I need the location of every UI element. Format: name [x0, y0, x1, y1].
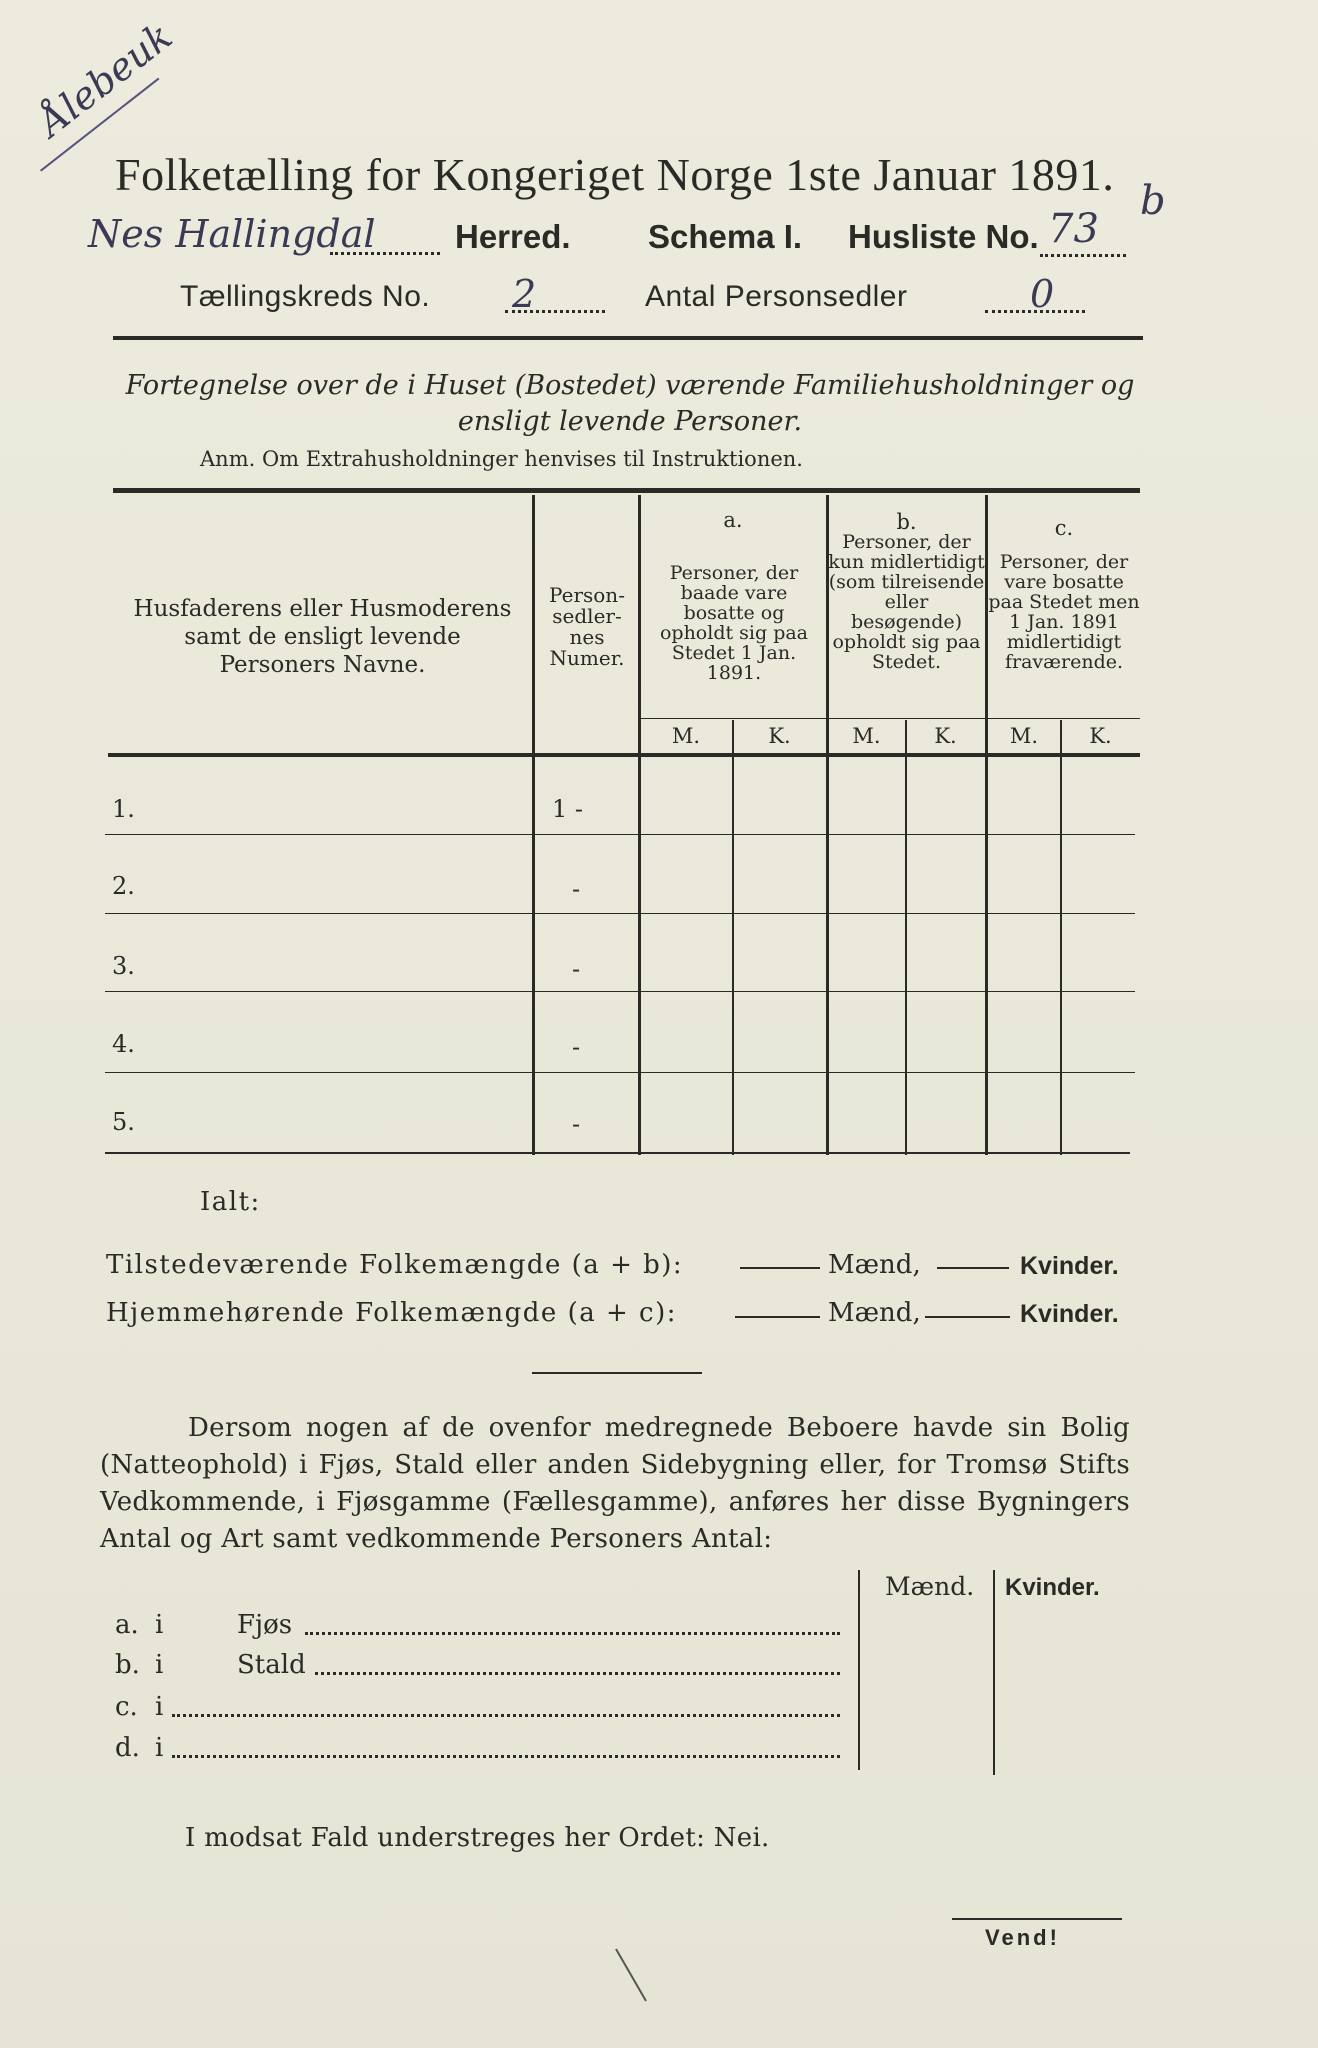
- building-dotline: [172, 1755, 840, 1758]
- sum-tilstede-kvinder: Kvinder.: [1020, 1252, 1119, 1280]
- header-c-m: M.: [1009, 724, 1039, 748]
- building-dotline: [172, 1714, 840, 1717]
- table-bottom-rule: [105, 1152, 1130, 1154]
- building-letter: b.: [115, 1650, 140, 1680]
- header-b: Personer, der kun midlertidigt (som tilreisende eller besøgende) opholdt sig paa Stedet.: [828, 531, 985, 673]
- header-a: Personer, der baade vare bosatte og opholdt sig paa Stedet 1 Jan. 1891.: [659, 562, 809, 684]
- sum-hjemme-kvinder: Kvinder.: [1020, 1300, 1119, 1328]
- sum-tilstede-maend: Mænd,: [828, 1250, 921, 1280]
- herred-name: Nes Hallingdal: [88, 212, 376, 256]
- col-divider-numer: [638, 495, 641, 1155]
- buildings-paragraph: Dersom nogen af de ovenfor medregnede Beboere havde sin Bolig (Natteophold) i Fjøs, Stald eller anden Sidebygning eller, for Tromsø Stifts Vedkommende, i Fjøsgamme (Fællesgamme), anføres her disse Bygningers Antal og Art samt vedkommende Personers Antal:: [100, 1413, 1130, 1554]
- col-divider-a-mk: [732, 720, 734, 1155]
- building-letter: c.: [115, 1692, 138, 1722]
- vend-label: Vend!: [985, 1925, 1060, 1950]
- row-number: 1.: [112, 795, 135, 823]
- building-name: Fjøs: [237, 1610, 293, 1640]
- header-names: Husfaderens eller Husmoderens samt de ensligt levende Personers Navne.: [133, 596, 512, 678]
- sum-hjemme-label: Hjemmehørende Folkemængde (a + c):: [106, 1298, 677, 1328]
- form-title: Folketælling for Kongeriget Norge 1ste Januar 1891.: [115, 149, 1115, 200]
- anm-note: Anm. Om Extrahusholdninger henvises til Instruktionen.: [200, 447, 803, 471]
- row-numer: -: [572, 1110, 581, 1138]
- sum-tilstede-kvinder-line: [937, 1267, 1009, 1269]
- building-dotline: [305, 1632, 840, 1635]
- mk-rule: [640, 718, 1140, 719]
- row-line: [105, 1072, 1135, 1073]
- row-number: 2.: [112, 872, 135, 900]
- vend-rule: [952, 1918, 1122, 1920]
- building-i: i: [155, 1650, 164, 1680]
- sum-tilstede-label: Tilstedeværende Folkemængde (a + b):: [106, 1250, 684, 1280]
- top-rule: [113, 336, 1143, 340]
- herred-label: Herred.: [455, 218, 571, 255]
- bld-maend-header: Mænd.: [885, 1572, 975, 1601]
- building-i: i: [155, 1733, 164, 1763]
- col-divider-names: [532, 495, 535, 1155]
- row-line: [105, 991, 1135, 992]
- sum-hjemme-maend-line: [735, 1316, 820, 1318]
- building-i: i: [155, 1610, 164, 1640]
- sum-tilstede-maend-line: [740, 1267, 820, 1269]
- bld-divider-left: [858, 1570, 860, 1770]
- building-dotline: [315, 1672, 840, 1675]
- col-divider-b-mk: [905, 720, 907, 1155]
- building-i: i: [155, 1692, 164, 1722]
- row-line: [105, 913, 1135, 914]
- herred-dotline: [330, 252, 440, 255]
- personsedler-dotline: [985, 310, 1085, 313]
- header-a-m: M.: [671, 724, 701, 748]
- modsat-note: I modsat Fald understreges her Ordet: Nei.: [185, 1823, 770, 1853]
- personsedler-label: Antal Personsedler: [645, 280, 908, 313]
- taellingskreds-number: 2: [512, 272, 537, 316]
- bld-kvinder-header: Kvinder.: [1005, 1574, 1100, 1601]
- intro-text: Fortegnelse over de i Huset (Bostedet) værende Familiehusholdninger og ensligt levende Personer.: [125, 370, 1135, 437]
- husliste-label: Husliste No.: [848, 218, 1039, 255]
- schema-label: Schema I.: [648, 218, 803, 255]
- sum-hjemme-maend: Mænd,: [828, 1298, 921, 1328]
- row-numer: -: [572, 1033, 581, 1061]
- taellingskreds-dotline: [505, 310, 605, 313]
- row-number: 3.: [112, 952, 135, 980]
- sum-hjemme-kvinder-line: [925, 1316, 1010, 1318]
- header-b-k: K.: [934, 724, 957, 748]
- personsedler-number: 0: [1030, 272, 1055, 316]
- row-number: 4.: [112, 1030, 135, 1058]
- row-line: [105, 834, 1135, 835]
- table-top-rule: [113, 488, 1140, 493]
- header-c-letter: c.: [1054, 516, 1074, 540]
- section-divider: [532, 1372, 702, 1374]
- taellingskreds-label: Tællingskreds No.: [180, 280, 431, 313]
- bld-divider-mid: [993, 1570, 995, 1775]
- margin-note: Ålebeuk: [30, 13, 181, 145]
- col-divider-c-mk: [1060, 720, 1062, 1155]
- row-numer: -: [572, 955, 581, 983]
- building-letter: a.: [115, 1610, 139, 1640]
- row-numer: -: [572, 875, 581, 903]
- ialt-label: Ialt:: [200, 1187, 261, 1217]
- header-b-m: M.: [852, 724, 881, 748]
- row-numer: 1 -: [552, 795, 584, 823]
- header-c: Personer, der vare bosatte paa Stedet men 1 Jan. 1891 midlertidigt fraværende.: [988, 551, 1140, 673]
- building-name: Stald: [237, 1650, 306, 1680]
- husliste-number: 73: [1048, 206, 1099, 252]
- header-numer: Person-sedler-nes Numer.: [549, 583, 625, 670]
- header-c-k: K.: [1089, 724, 1112, 748]
- pencil-stroke: [615, 1949, 647, 2002]
- row-number: 5.: [112, 1108, 135, 1136]
- husliste-dotline: [1040, 254, 1126, 257]
- header-a-k: K.: [768, 724, 791, 748]
- header-b-letter: b.: [896, 510, 917, 534]
- title-suffix: b: [1140, 178, 1166, 224]
- building-letter: d.: [115, 1733, 140, 1763]
- header-a-letter: a.: [723, 508, 743, 532]
